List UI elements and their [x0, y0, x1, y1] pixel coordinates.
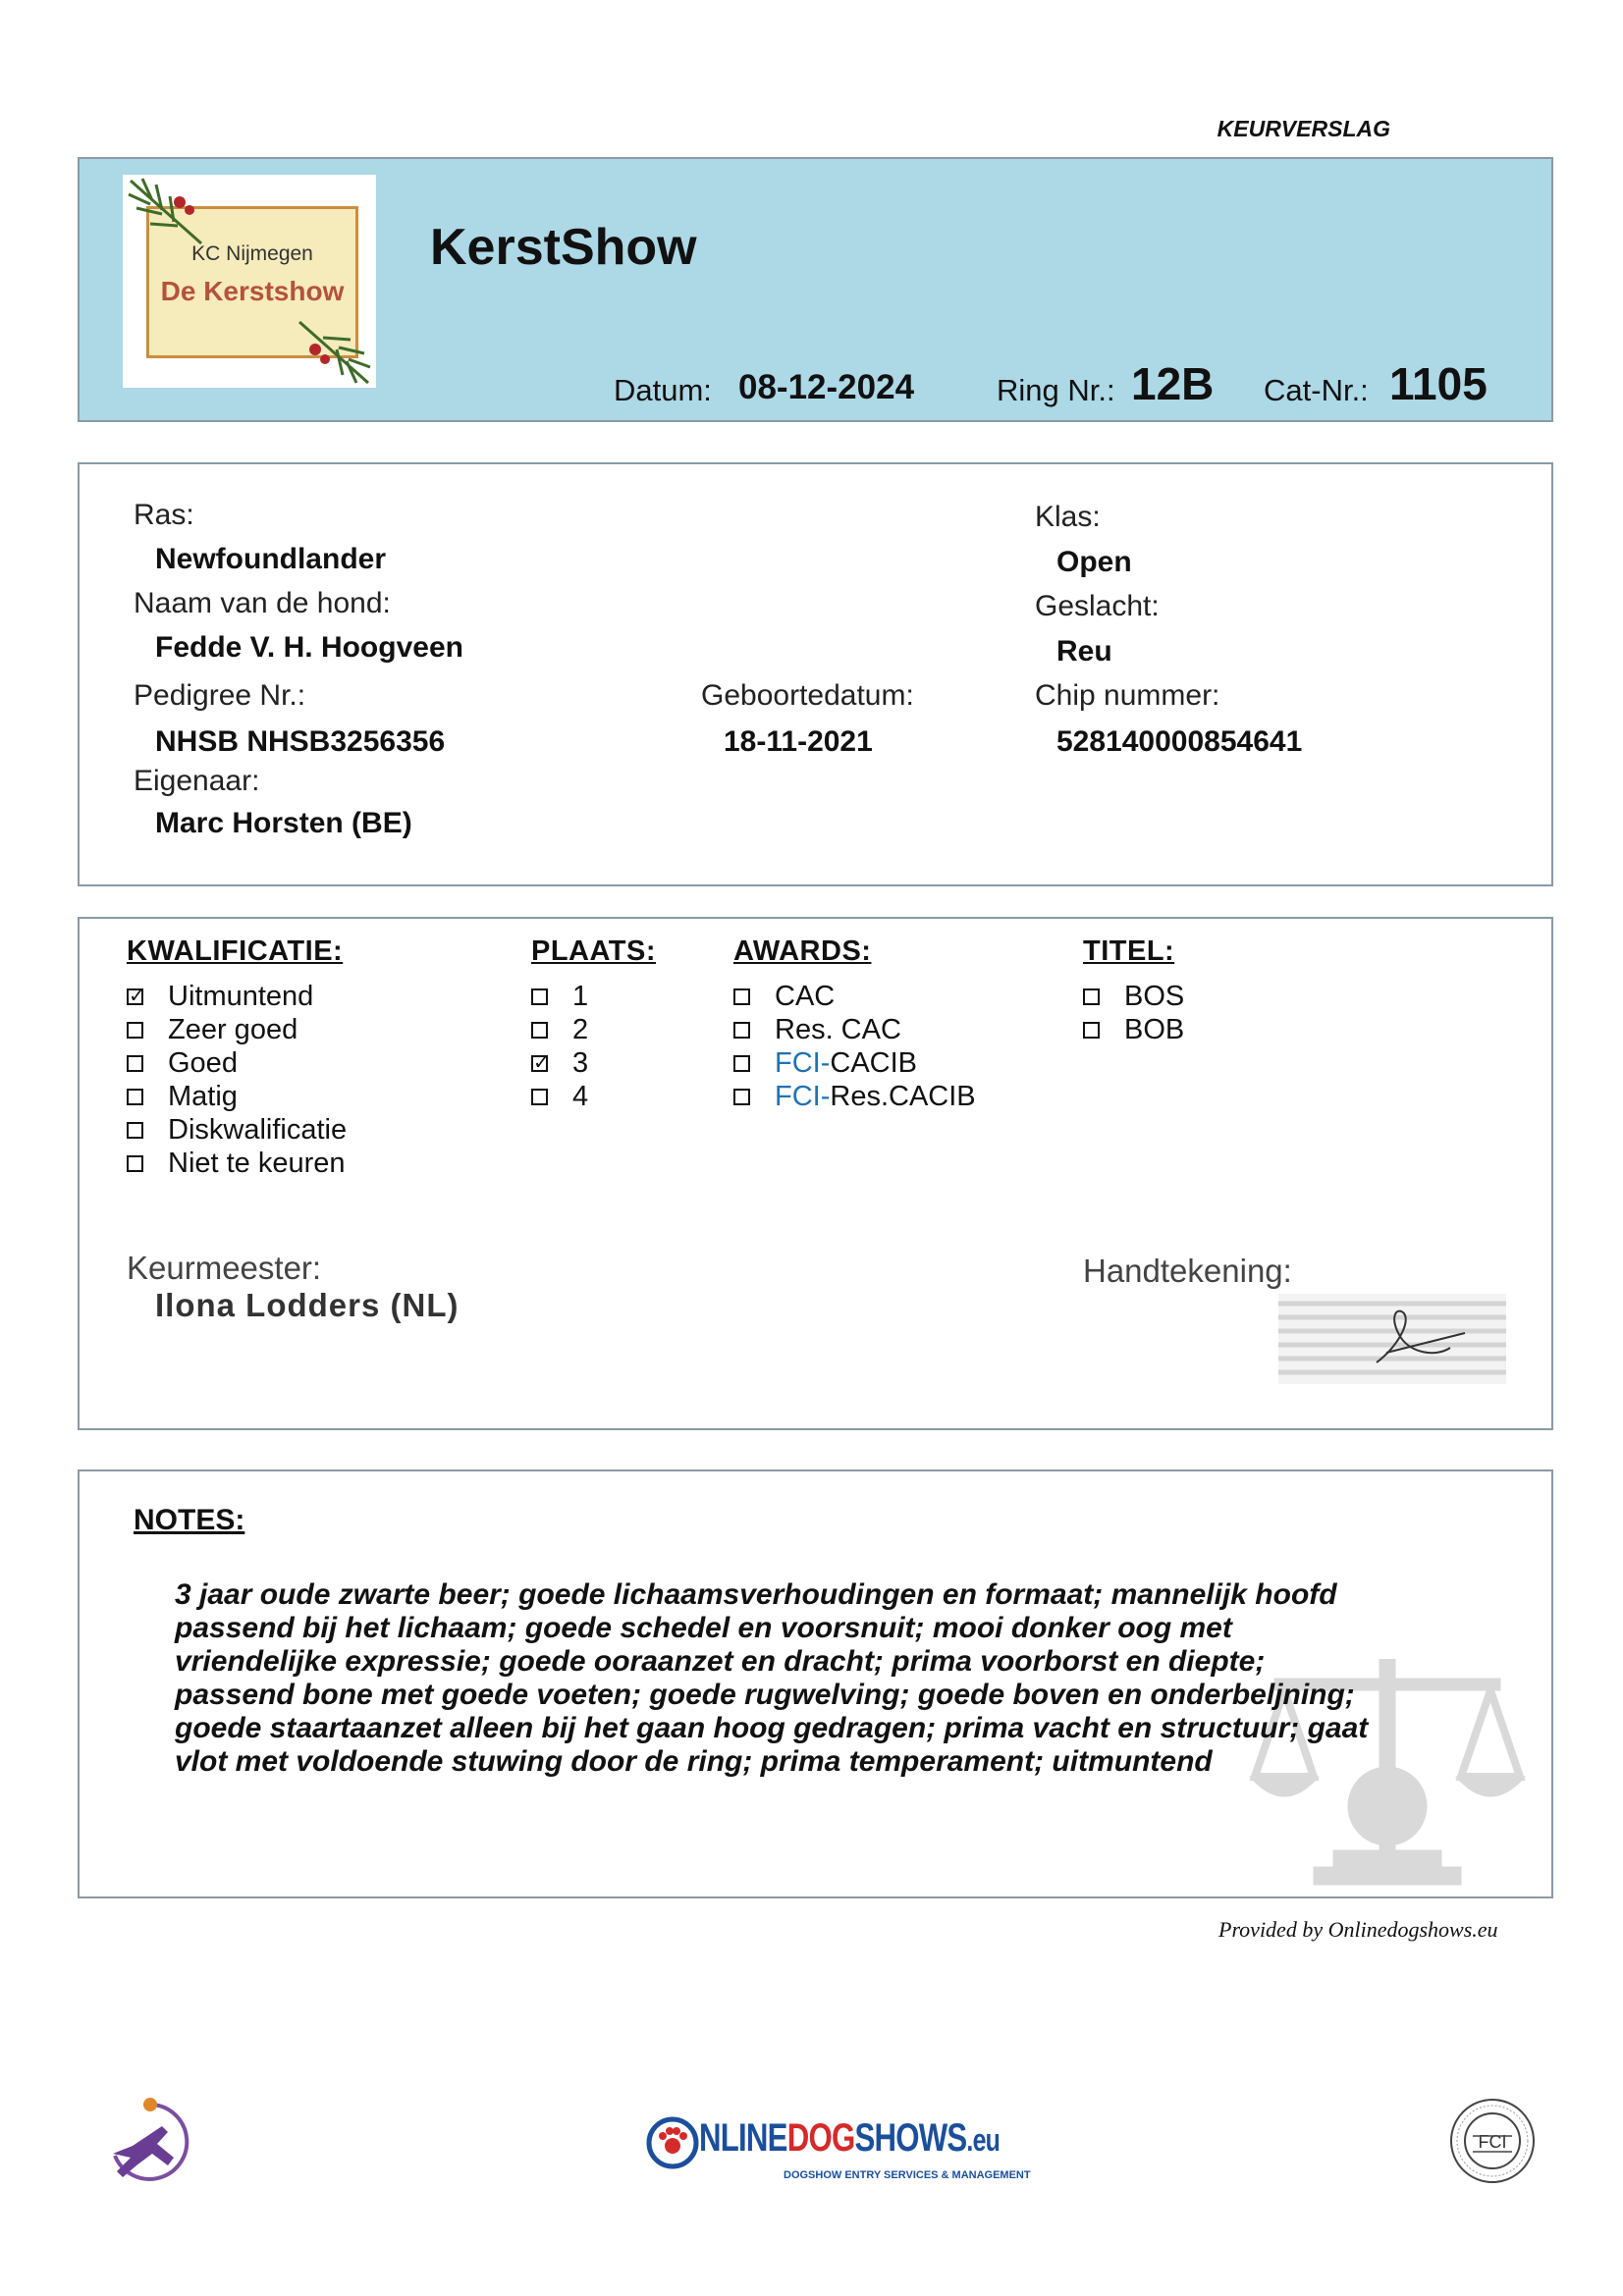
- document-type: KEURVERSLAG: [1217, 116, 1390, 141]
- checkbox[interactable]: [733, 1089, 750, 1105]
- club-logo: [123, 175, 376, 388]
- qualification-heading: KWALIFICATIE:: [127, 935, 344, 967]
- birthdate-label: Geboortedatum:: [701, 679, 914, 712]
- logo-club-name: KC Nijmegen: [191, 242, 313, 265]
- qualification-option[interactable]: Matig: [127, 1080, 347, 1113]
- notes-line: passend bij het lichaam; goede schedel en voorsnuit; mooi donker oog met: [175, 1612, 1232, 1644]
- title-option[interactable]: BOS: [1083, 980, 1184, 1013]
- notes-heading: NOTES:: [134, 1504, 245, 1536]
- qualification-group: [127, 935, 347, 1180]
- paw-icon: [646, 2116, 699, 2169]
- checkbox[interactable]: [1083, 1022, 1100, 1039]
- onlinedogshows-logo: NLINEDOGSHOWS.eu DOGSHOW ENTRY SERVICES & MANAGEMENT: [646, 2112, 1007, 2191]
- provided-by: Provided by Onlinedogshows.eu: [1218, 1917, 1498, 1942]
- place-option[interactable]: ✓ 3: [533, 1046, 589, 1079]
- cat-label: Cat-Nr.:: [1264, 373, 1369, 407]
- awards-group: [733, 935, 976, 1113]
- checkbox[interactable]: [127, 1122, 143, 1139]
- sex-value: Reu: [1056, 635, 1112, 667]
- qualification-option[interactable]: Niet te keuren: [127, 1147, 347, 1180]
- show-title: KerstShow: [430, 219, 697, 276]
- chip-value: 528140000854641: [1056, 725, 1303, 758]
- checkbox[interactable]: [127, 1155, 143, 1172]
- checkbox[interactable]: [733, 988, 750, 1005]
- sex-label: Geslacht:: [1035, 590, 1160, 622]
- notes-body: [175, 1578, 1540, 1779]
- date-label: Datum:: [614, 373, 712, 407]
- award-option[interactable]: CAC: [733, 980, 976, 1013]
- award-option[interactable]: FCI- Res.CACIB: [733, 1080, 976, 1113]
- awards-heading: AWARDS:: [733, 935, 872, 967]
- place-option[interactable]: 4: [531, 1080, 656, 1113]
- dog-agility-logo-icon: [103, 2097, 196, 2185]
- title-heading: TITEL:: [1083, 935, 1175, 967]
- breed-value: Newfoundlander: [155, 543, 387, 575]
- signature-label: Handtekening:: [1083, 1253, 1292, 1289]
- place-heading: PLAATS:: [531, 935, 657, 967]
- catalogue-number: 1105: [1389, 358, 1488, 409]
- qualification-option[interactable]: Diskwalificatie: [127, 1113, 347, 1147]
- place-option[interactable]: 2: [531, 1013, 656, 1046]
- chip-label: Chip nummer:: [1035, 679, 1220, 712]
- notes-line: passend bone met goede voeten; goede rugwelving; goede boven en onderbeljning;: [175, 1679, 1355, 1711]
- logo-show-name: De Kerstshow: [160, 276, 345, 306]
- place-option[interactable]: 1: [531, 980, 656, 1013]
- title-group: [1083, 935, 1184, 1046]
- checkbox[interactable]: [127, 1089, 143, 1105]
- signature-image: [1278, 1294, 1506, 1384]
- pedigree-value: NHSB NHSB3256356: [155, 725, 446, 758]
- title-option[interactable]: BOB: [1083, 1013, 1184, 1046]
- checkbox[interactable]: [733, 1022, 750, 1039]
- checkbox[interactable]: ✓: [533, 1051, 550, 1074]
- checkbox[interactable]: [531, 1022, 548, 1039]
- show-date: 08-12-2024: [738, 368, 915, 406]
- notes-line: vlot met voldoende stuwing door de ring; prima temperament; uitmuntend: [175, 1745, 1213, 1778]
- checkbox[interactable]: [531, 988, 548, 1005]
- ring-number: 12B: [1131, 358, 1215, 409]
- pine-branch-icon: [123, 175, 376, 388]
- checkbox[interactable]: [531, 1089, 548, 1105]
- owner-value: Marc Horsten (BE): [155, 807, 412, 839]
- award-option[interactable]: Res. CAC: [733, 1013, 976, 1046]
- qualification-option[interactable]: ✓ Uitmuntend: [129, 980, 314, 1012]
- dog-name-value: Fedde V. H. Hoogveen: [155, 631, 463, 664]
- checkbox[interactable]: [733, 1055, 750, 1072]
- breed-label: Ras:: [134, 499, 194, 531]
- notes-line: 3 jaar oude zwarte beer; goede lichaamsverhoudingen en formaat; mannelijk hoofd: [175, 1578, 1337, 1611]
- dog-name-label: Naam van de hond:: [134, 587, 391, 619]
- notes-line: goede staartaanzet alleen bij het gaan hoog gedragen; prima vacht en structuur; gaat: [175, 1712, 1369, 1744]
- ring-label: Ring Nr.:: [997, 373, 1115, 407]
- judge-label: Keurmeester:: [127, 1250, 322, 1286]
- fci-text: FCI: [1478, 2132, 1507, 2152]
- checkbox[interactable]: [127, 1022, 143, 1039]
- qualification-option[interactable]: Zeer goed: [127, 1013, 347, 1046]
- place-group: [531, 935, 656, 1113]
- judge-name: Ilona Lodders (NL): [155, 1287, 460, 1323]
- owner-label: Eigenaar:: [134, 765, 260, 797]
- birthdate-value: 18-11-2021: [724, 725, 873, 758]
- pedigree-label: Pedigree Nr.:: [134, 679, 306, 712]
- checkbox[interactable]: [127, 1055, 143, 1072]
- fci-logo-icon: [1448, 2097, 1537, 2185]
- checkbox[interactable]: ✓: [129, 985, 145, 1007]
- checkbox[interactable]: [1083, 988, 1100, 1005]
- qualification-option[interactable]: Goed: [127, 1046, 347, 1080]
- notes-line: vriendelijke expressie; goede ooraanzet en dracht; prima voorborst en diepte;: [175, 1645, 1266, 1678]
- award-option[interactable]: FCI- CACIB: [733, 1046, 976, 1080]
- class-label: Klas:: [1035, 501, 1101, 533]
- class-value: Open: [1056, 546, 1132, 578]
